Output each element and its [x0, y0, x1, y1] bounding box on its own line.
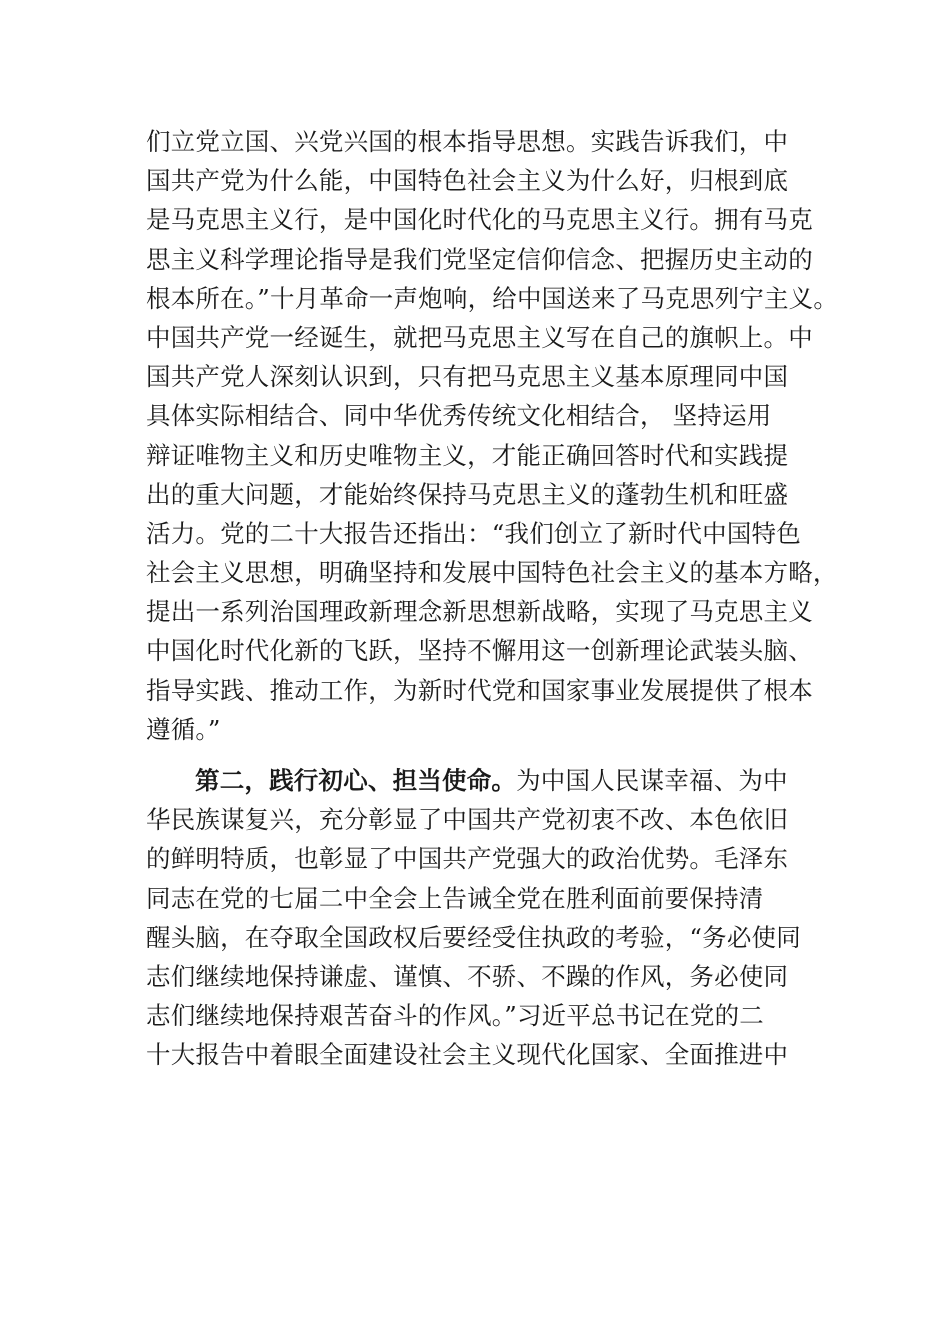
text-line: 志们继续地保持艰苦奋斗的作风。”习近平总书记在党的二 — [146, 1001, 764, 1031]
text-line: 华民族谋复兴，充分彰显了中国共产党初衷不改、本色依旧 — [146, 805, 789, 835]
text-line: 提出一系列治国理政新理念新思想新战略，实现了马克思主义 — [146, 597, 813, 627]
paragraph-1 — [146, 122, 839, 749]
text-line: 们立党立国、兴党兴国的根本指导思想。实践告诉我们，中 — [146, 127, 789, 156]
section-heading: 第二，践行初心、担当使命。 — [195, 766, 517, 795]
text-span: 为中国人民谋幸福、为中 — [516, 766, 788, 795]
text-line: 活力。党的二十大报告还指出：“我们创立了新时代中国特色 — [146, 518, 801, 548]
text-line: 是马克思主义行，是中国化时代化的马克思主义行。拥有马克 — [146, 205, 813, 235]
paragraph-2-first-line — [146, 761, 826, 800]
text-line: 中国化时代化新的飞跃，坚持不懈用这一创新理论武装头脑、 — [146, 636, 813, 666]
text-line: 国共产党为什么能，中国特色社会主义为什么好，归根到底 — [146, 166, 789, 196]
text-line: 同志在党的七届二中全会上告诫全党在胜利面前要保持清 — [146, 883, 764, 913]
text-line: 国共产党人深刻认识到，只有把马克思主义基本原理同中国 — [146, 362, 789, 392]
paragraph-2 — [146, 761, 826, 1075]
document-body — [146, 122, 839, 1075]
text-line: 志们继续地保持谦虚、谨慎、不骄、不躁的作风，务必使同 — [146, 961, 789, 991]
text-line: 出的重大问题，才能始终保持马克思主义的蓬勃生机和旺盛 — [146, 479, 789, 509]
text-line: 遵循。” — [146, 714, 221, 744]
text-line: 辩证唯物主义和历史唯物主义，才能正确回答时代和实践提 — [146, 440, 789, 470]
text-line: 醒头脑，在夺取全国政权后要经受住执政的考验，“务必使同 — [146, 922, 801, 952]
text-line: 的鲜明特质，也彰显了中国共产党强大的政治优势。毛泽东 — [146, 844, 789, 874]
paragraph-gap — [146, 749, 826, 761]
text-line: 十大报告中着眼全面建设社会主义现代化国家、全面推进中 — [146, 1040, 789, 1070]
text-line: 根本所在。”十月革命一声炮响，给中国送来了马克思列宁主义。 — [146, 283, 839, 313]
text-line: 中国共产党一经诞生，就把马克思主义写在自己的旗帜上。中 — [146, 322, 813, 352]
text-line: 具体实际相结合、同中华优秀传统文化相结合， 坚持运用 — [146, 401, 772, 431]
text-line: 思主义科学理论指导是我们党坚定信仰信念、把握历史主动的 — [146, 244, 813, 274]
text-line: 社会主义思想，明确坚持和发展中国特色社会主义的基本方略， — [146, 558, 838, 588]
text-line: 指导实践、推动工作，为新时代党和国家事业发展提供了根本 — [146, 675, 813, 705]
